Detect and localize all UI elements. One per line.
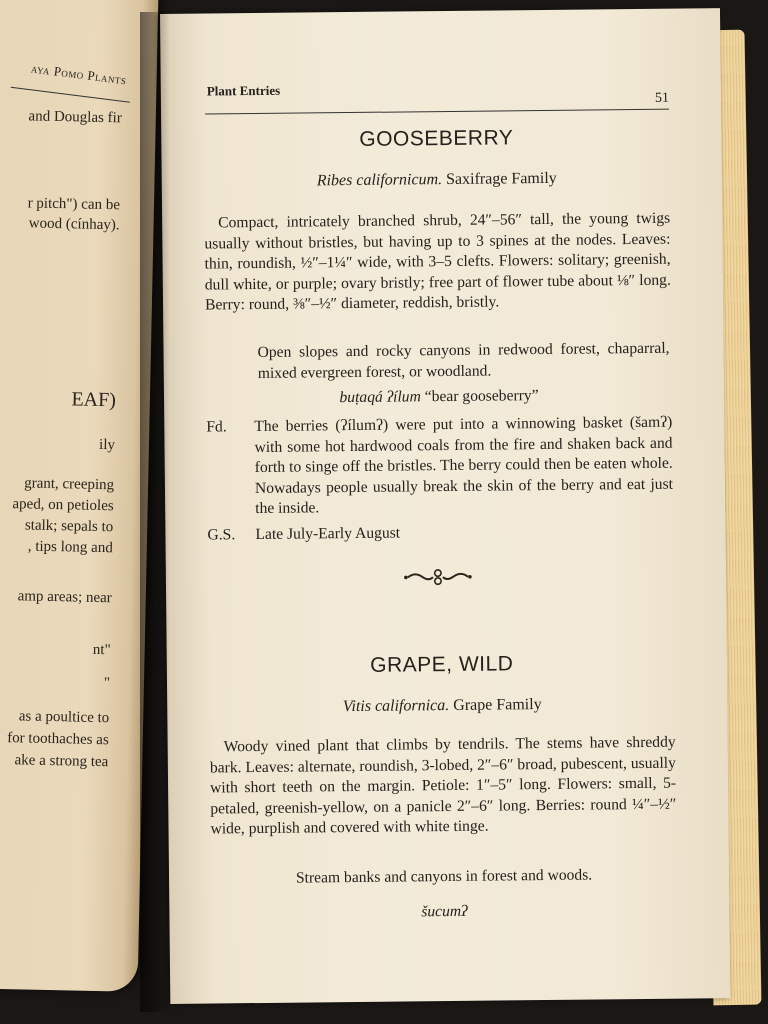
food-use-label: Fd. <box>206 418 227 436</box>
growing-season-label: G.S. <box>207 526 236 544</box>
gutter-shadow <box>140 12 170 1012</box>
family-name: Grape Family <box>453 696 542 714</box>
family-name: Saxifrage Family <box>445 169 557 189</box>
habitat-grape: Stream banks and canyons in forest and woods. <box>295 866 593 887</box>
left-page-line: as a poultice to <box>18 708 110 727</box>
growing-season-row <box>207 521 673 544</box>
scientific-name-grape <box>209 695 675 718</box>
native-name-gooseberry <box>206 386 672 409</box>
native-gloss: “bear gooseberry” <box>424 387 539 406</box>
text-block <box>202 9 677 921</box>
left-page-line: aped, on petioles <box>12 496 114 515</box>
entry-title-grape-wild: GRAPE, WILD <box>370 652 514 677</box>
left-page-line: " <box>103 675 111 692</box>
running-header: Plant Entries <box>206 82 281 99</box>
left-page-line: ily <box>98 436 116 454</box>
native-name-grape: šucumʔ <box>421 902 468 921</box>
latin-name: Vitis californica. <box>342 697 450 716</box>
section-ornament-icon <box>403 567 473 588</box>
left-page-line: for toothaches as <box>6 730 109 749</box>
entry-title-gooseberry: GOOSEBERRY <box>359 126 514 151</box>
left-page-line: wood (cínhay). <box>28 215 120 234</box>
left-page-line: amp areas; near <box>17 588 112 607</box>
habitat-gooseberry: Open slopes and rocky canyons in redwood forest, chaparral, mixed evergreen forest, or woodland. <box>257 339 670 382</box>
left-page-header-rule <box>11 87 130 103</box>
left-page-line: grant, creeping <box>23 475 115 494</box>
left-page-line: and Douglas fir <box>28 108 122 127</box>
right-page <box>160 8 730 1004</box>
food-use-row <box>206 413 674 518</box>
left-page-line: , tips long and <box>27 538 113 557</box>
scientific-name-gooseberry <box>204 169 670 192</box>
page-number: 51 <box>654 90 669 106</box>
latin-name: Ribes californicum. <box>316 171 443 190</box>
header-rule <box>205 109 669 115</box>
left-page-line: ake a strong tea <box>14 752 109 771</box>
left-page <box>0 0 158 992</box>
left-page-running-header: aya Pomo Plants <box>30 60 128 88</box>
description-grape: Woody vined plant that climbs by tendrils. The stems have shreddy bark. Leaves: alternate, roundish, 3-lobed, 2″–6″ broad, pubescent, usually with short teeth on the margin. Petiole: 1″–5″ long. Flowers: small, 5-petaled, greenish-yellow, on a panicle 2″–6″ long. Berries: round ¼″–½″ wide, purplish and covered with white tinge. <box>209 733 677 838</box>
food-use-text: The berries (ʔílumʔ) were put into a winnowing basket (šamʔ) with some hot hardwood coals from the fire and shaken back and forth to singe off the bristles. The berry could then be eaten whole. Nowadays people usually break the skin of the berry and eat just the inside. <box>254 413 674 518</box>
left-page-line: stalk; sepals to <box>24 517 114 536</box>
description-gooseberry: Compact, intricately branched shrub, 24″–56″ tall, the young twigs usually without bristles, but having up to 3 spines at the nodes. Leaves: thin, roundish, ½″–1¼″ wide, with 3–5 clefts. Flowers: solitary; greenish, dull white, or purple; ovary bristly; free part of flower tube about ⅛″ long. Berry: round, ⅜″–½″ diameter, reddish, bristly. <box>204 209 671 314</box>
native-term: buṭaqá ʔílum <box>339 388 421 407</box>
left-page-line: nt" <box>92 641 111 659</box>
growing-season-text: Late July-Early August <box>255 524 401 544</box>
left-page-heading: EAF) <box>71 388 117 412</box>
left-page-line: r pitch") can be <box>27 195 121 214</box>
